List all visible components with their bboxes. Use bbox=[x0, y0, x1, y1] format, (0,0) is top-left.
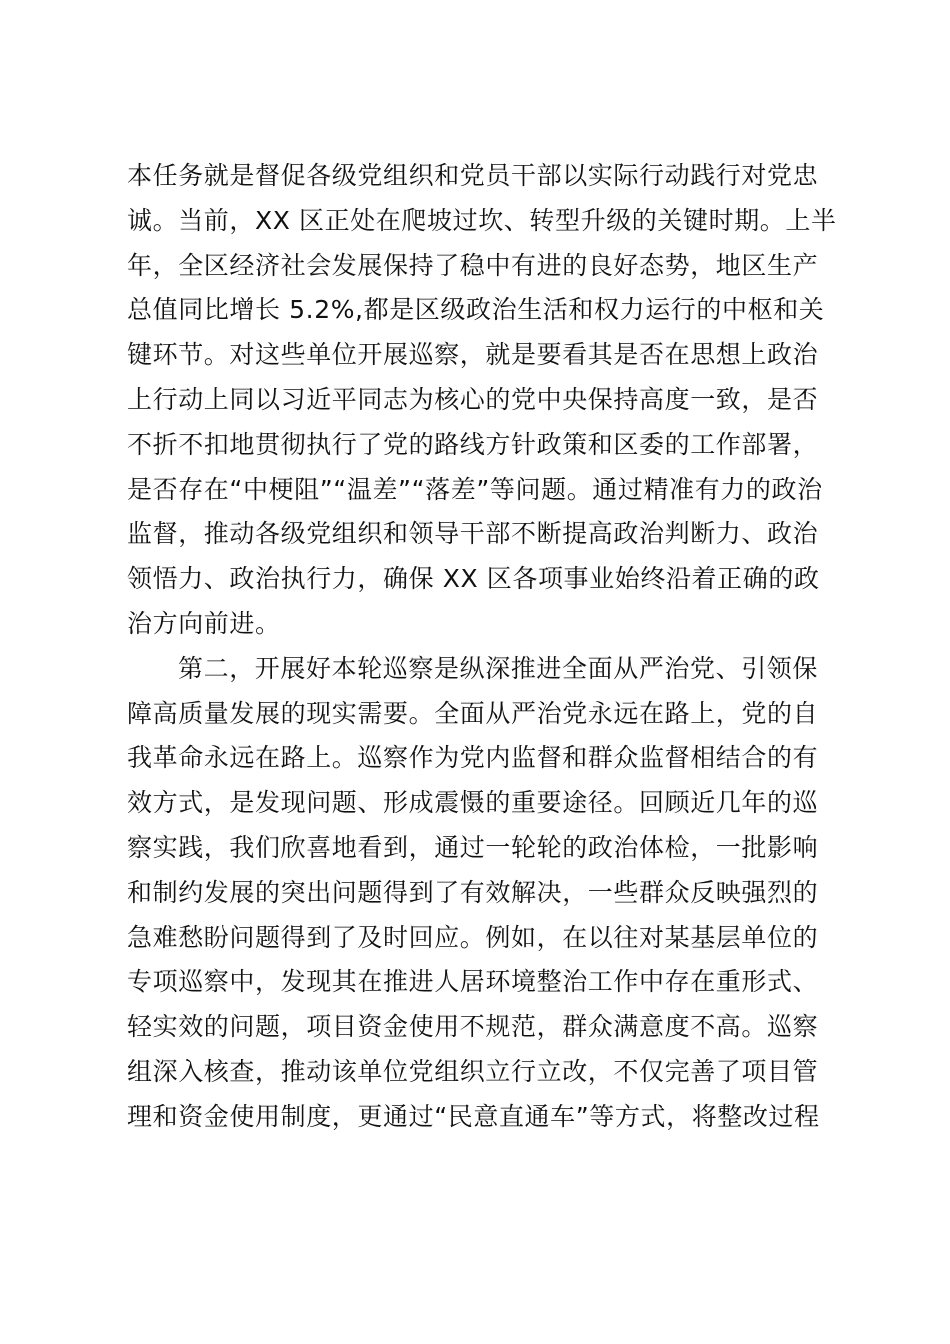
text-line: 障高质量发展的现实需要。全面从严治党永远在路上，党的自 bbox=[127, 698, 819, 728]
document-body bbox=[127, 154, 837, 1140]
text-line: 监督，推动各级党组织和领导干部不断提高政治判断力、政治 bbox=[127, 519, 819, 549]
text-line: 领悟力、政治执行力，确保 XX 区各项事业始终沿着正确的政 bbox=[127, 564, 820, 594]
text-line: 急难愁盼问题得到了及时回应。例如，在以往对某基层单位的 bbox=[127, 922, 819, 952]
text-line: 不折不扣地贯彻执行了党的路线方针政策和区委的工作部署， bbox=[127, 429, 819, 459]
text-line: 本任务就是督促各级党组织和党员干部以实际行动践行对党忠 bbox=[127, 161, 819, 190]
text-line: 总值同比增长 5.2%,都是区级政治生活和权力运行的中枢和关 bbox=[127, 295, 825, 325]
text-line: 诚。当前，XX 区正处在爬坡过坎、转型升级的关键时期。上半 bbox=[127, 205, 837, 235]
text-line: 专项巡察中，发现其在推进人居环境整治工作中存在重形式、 bbox=[127, 967, 819, 997]
text-line: 轻实效的问题，项目资金使用不规范，群众满意度不高。巡察 bbox=[127, 1012, 819, 1042]
text-line: 我革命永远在路上。巡察作为党内监督和群众监督相结合的有 bbox=[127, 743, 819, 773]
text-line: 上行动上同以习近平同志为核心的党中央保持高度一致，是否 bbox=[127, 384, 819, 414]
text-line: 察实践，我们欣喜地看到，通过一轮轮的政治体检，一批影响 bbox=[127, 832, 819, 862]
text-line: 组深入核查，推动该单位党组织立行立改，不仅完善了项目管 bbox=[127, 1056, 819, 1086]
text-line: 是否存在“中梗阻”“温差”“落差”等问题。通过精准有力的政治 bbox=[127, 474, 823, 504]
text-line: 治方向前进。 bbox=[127, 608, 281, 638]
text-line: 键环节。对这些单位开展巡察，就是要看其是否在思想上政治 bbox=[127, 340, 819, 370]
text-line: 和制约发展的突出问题得到了有效解决，一些群众反映强烈的 bbox=[127, 877, 819, 907]
text-line: 理和资金使用制度，更通过“民意直通车”等方式，将整改过程 bbox=[127, 1101, 820, 1131]
paragraph-start-line: 第二，开展好本轮巡察是纵深推进全面从严治党、引领保 bbox=[178, 653, 819, 683]
text-line: 年，全区经济社会发展保持了稳中有进的良好态势，地区生产 bbox=[127, 250, 819, 280]
text-line: 效方式，是发现问题、形成震慑的重要途径。回顾近几年的巡 bbox=[127, 788, 819, 818]
